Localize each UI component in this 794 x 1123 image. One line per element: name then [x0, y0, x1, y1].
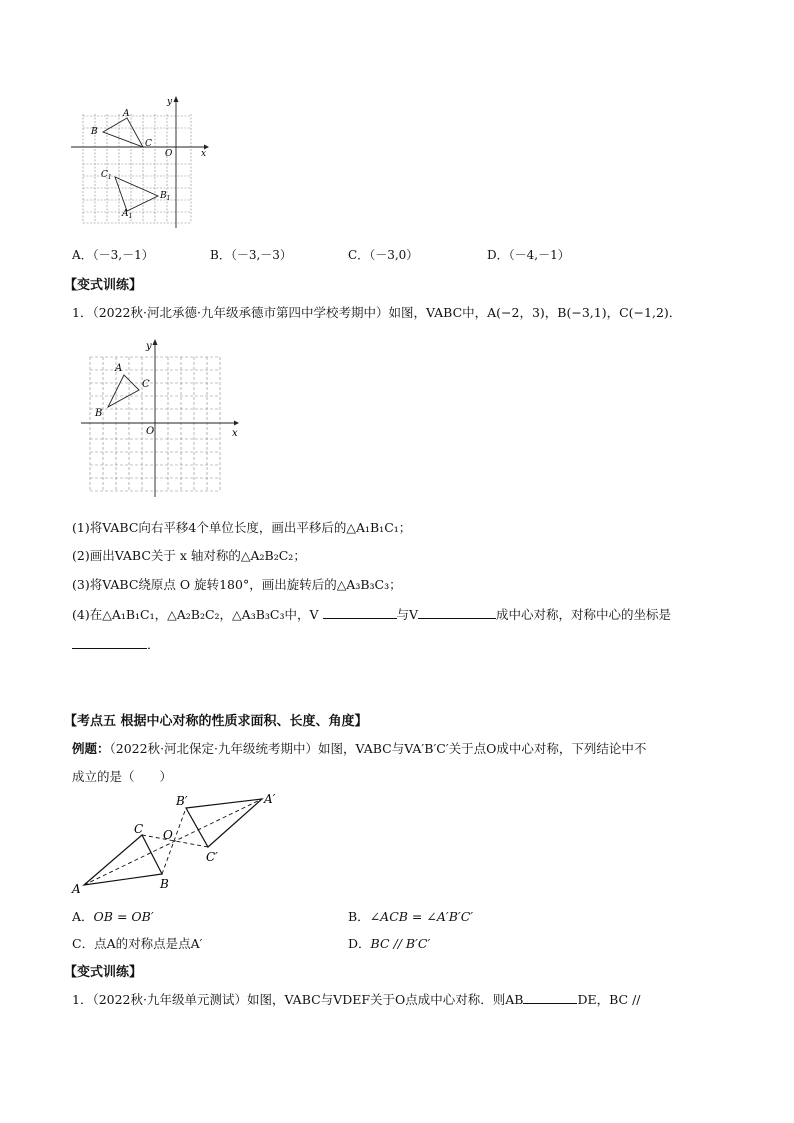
fig1-label-B1-main: B: [160, 191, 167, 201]
fig1-label-C: C: [145, 139, 152, 149]
s2-option-c-label: C．: [72, 936, 95, 951]
fig1-label-A1-sub: 1: [128, 213, 133, 220]
part-4-blank-2[interactable]: [418, 606, 496, 619]
top-option-d-label: D．: [487, 248, 509, 262]
s2-option-b-label: B．: [348, 909, 370, 924]
part-4-blank-3[interactable]: [72, 636, 147, 649]
top-option-d: [487, 246, 570, 263]
fig3-label-C-prime: C′: [206, 850, 218, 864]
top-option-a: [72, 246, 154, 263]
fig2-label-O: O: [146, 426, 155, 437]
top-option-b-label: B．: [210, 248, 231, 262]
s2-option-c-value: 点A的对称点是点A′: [94, 936, 203, 951]
figure-1-grid: [68, 92, 218, 232]
s2-option-c: [72, 934, 202, 952]
s2-option-b: [348, 907, 473, 925]
s2-option-d-value: BC // B′C′: [370, 936, 431, 951]
s2-option-a: [72, 907, 154, 925]
section3-problem-prefix: 1．（2022秋·九年级单元测试）如图，VABC与VDEF关于O点成中心对称．则AB: [72, 992, 524, 1007]
top-option-a-label: A．: [72, 248, 93, 262]
fig3-label-A-prime: A′: [264, 792, 276, 806]
section1-problem: 1．（2022秋·河北承德·九年级承德市第四中学校考期中）如图，VABC中，A(−2，3)，B(−3,1)，C(−1,2)．: [72, 305, 682, 320]
top-option-b-value: （－3,－3）: [230, 248, 292, 262]
top-option-c-value: （－3,0）: [369, 248, 419, 262]
section3-blank-1[interactable]: [523, 991, 577, 1004]
figure-3-symmetry: [66, 789, 292, 897]
part-3: (3)将VABC绕原点 O 旋转180°，画出旋转后的△A₃B₃C₃；: [72, 577, 402, 592]
top-option-c-label: C．: [348, 248, 370, 262]
part-4-blank-1[interactable]: [323, 606, 397, 619]
s2-option-a-value: OB = OB′: [93, 909, 154, 924]
part-4-mid: 与V: [396, 607, 419, 622]
fig2-label-C: C: [142, 379, 150, 390]
part-4-prefix: (4)在△A₁B₁C₁，△A₂B₂C₂，△A₃B₃C₃中，V: [72, 607, 319, 622]
top-option-c: [348, 246, 418, 263]
example-line-2: 成立的是（ ）: [72, 769, 173, 784]
top-option-a-value: （－3,－1）: [92, 248, 154, 262]
example-line-1: [72, 739, 646, 757]
fig1-label-x: x: [201, 149, 207, 159]
fig3-label-C: C: [134, 822, 144, 836]
part-2: (2)画出VABC关于 x 轴对称的△A₂B₂C₂；: [72, 548, 306, 563]
s2-option-d-label: D．: [348, 936, 371, 951]
section3-problem-mid: DE，BC //: [577, 992, 641, 1007]
fig1-label-C1: [101, 170, 112, 181]
fig1-label-C1-sub: 1: [107, 174, 112, 181]
fig2-label-y: y: [146, 341, 152, 352]
fig1-label-O: O: [165, 149, 173, 159]
s2-option-d: [348, 934, 430, 952]
fig1-label-B: B: [91, 127, 98, 137]
part-4: [72, 605, 671, 623]
top-option-d-value: （－4,－1）: [508, 248, 570, 262]
s2-option-a-label: A．: [72, 909, 94, 924]
section1-heading: 【变式训练】: [64, 278, 143, 293]
example-label: 例题：: [72, 741, 110, 756]
fig1-label-A1: [121, 209, 132, 220]
part-4-line2: [72, 635, 160, 653]
s2-option-b-value: ∠ACB = ∠A′B′C′: [369, 909, 474, 924]
part-4-suffix: 成中心对称，对称中心的坐标是: [496, 607, 672, 622]
example-text: （2022秋·河北保定·九年级统考期中）如图，VABC与VA′B′C′关于点O成中心对称，下列结论中不: [109, 741, 647, 756]
fig1-label-C1-main: C: [101, 170, 108, 180]
fig1-label-y: y: [167, 97, 173, 107]
fig3-label-B: B: [160, 877, 169, 891]
part-4-end: ．: [147, 637, 160, 652]
fig3-label-B-prime: B′: [176, 794, 188, 808]
fig1-label-B1: [159, 191, 170, 202]
fig2-label-x: x: [232, 428, 238, 439]
section3-heading: 【变式训练】: [64, 965, 143, 980]
fig2-label-A: A: [115, 363, 123, 374]
section3-problem: [72, 990, 641, 1008]
fig2-label-B: B: [95, 408, 103, 419]
fig3-label-A: A: [72, 882, 81, 896]
figure-2-grid: [78, 337, 246, 497]
fig1-label-A: A: [123, 109, 130, 119]
fig1-label-B1-sub: 1: [166, 195, 171, 202]
fig3-label-O: O: [163, 828, 173, 842]
fig1-label-A1-main: A: [122, 209, 129, 219]
part-1: (1)将VABC向右平移4个单位长度，画出平移后的△A₁B₁C₁；: [72, 520, 412, 535]
section2-heading: 【考点五 根据中心对称的性质求面积、长度、角度】: [64, 714, 368, 729]
top-option-b: [210, 246, 292, 263]
